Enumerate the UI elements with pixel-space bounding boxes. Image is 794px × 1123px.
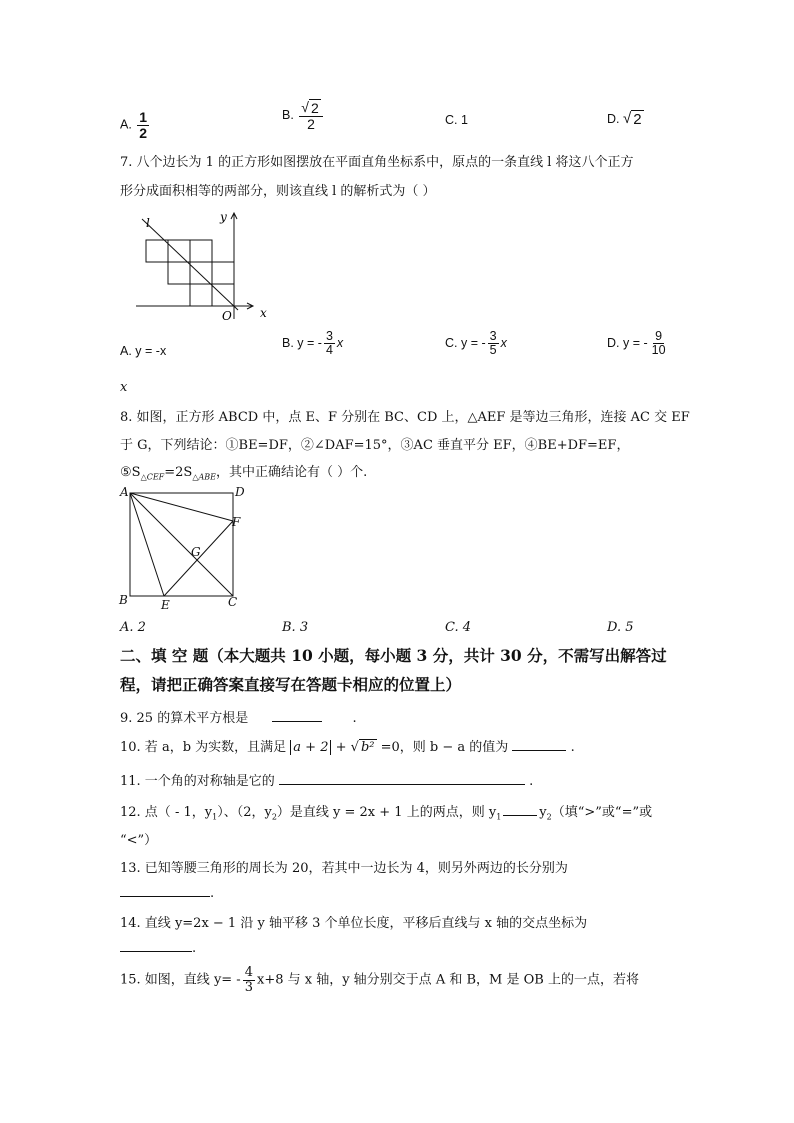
- q8-option-d: D. 5: [607, 620, 634, 635]
- label-e: E: [161, 598, 170, 612]
- section-heading-line1: 二、填 空 题（本大题共 10 小题，每小题 3 分，共计 30 分，不需写出解答过: [120, 646, 667, 665]
- q7-c-pre: C. y = -: [445, 335, 486, 350]
- section-heading-line2: 程，请把正确答案直接写在答题卡相应的位置上）: [120, 675, 462, 694]
- q10-answer-blank[interactable]: [512, 738, 566, 751]
- q8-line3-c: ，其中正确结论有（ ）个.: [215, 465, 368, 480]
- q11-answer-blank[interactable]: [279, 772, 525, 785]
- label-x: x: [260, 306, 267, 320]
- fraction: [299, 100, 322, 131]
- denominator: 10: [651, 343, 666, 358]
- q14-answer-blank[interactable]: [120, 939, 192, 952]
- q6-option-b: [282, 100, 325, 131]
- q7-b-post: x: [336, 335, 344, 350]
- numerator: 1: [139, 109, 148, 125]
- q7-trailing-x: x: [120, 380, 128, 395]
- numerator: √ 2: [299, 100, 322, 117]
- label-f: F: [232, 515, 241, 529]
- denominator: 5: [489, 343, 497, 358]
- numerator: 3: [489, 329, 497, 343]
- grid-square: [190, 262, 212, 284]
- numerator: 9: [655, 329, 663, 343]
- q12-line1: [120, 801, 652, 822]
- q7-text-line1: 7. 八个边长为 1 的正方形如图摆放在平面直角坐标系中，原点的一条直线 l 将这八个正方: [120, 155, 634, 170]
- q8-text-line1: 8. 如图，正方形 ABCD 中，点 E、F 分别在 BC、CD 上，△AEF 是等边三角形，连接 AC 交 EF: [120, 410, 690, 425]
- q12-mid2: ）是直线 y = 2x + 1 上的两点，则 y: [276, 805, 497, 820]
- q12-sub4: 2: [546, 812, 552, 822]
- grid-square: [212, 262, 234, 284]
- q8-option-b: B. 3: [282, 620, 309, 635]
- label-g: G: [191, 545, 201, 559]
- denominator: 3: [244, 979, 253, 995]
- q15-line: [120, 966, 639, 994]
- fraction: [488, 330, 499, 357]
- q6-d-label: D.: [607, 112, 620, 126]
- label-c: C: [228, 595, 238, 609]
- label-d: D: [235, 485, 245, 499]
- q10-abs-value: a + 2: [290, 740, 331, 755]
- q8-option-a: A. 2: [120, 620, 146, 635]
- q7-option-a: A. y = -x: [120, 344, 167, 358]
- label-l: l: [146, 216, 150, 230]
- q7-option-c: [445, 330, 507, 357]
- q7-d-pre: D. y = -: [607, 335, 648, 350]
- fraction: [137, 110, 149, 140]
- q6-a-label: A.: [120, 117, 132, 132]
- denominator: 4: [325, 343, 333, 358]
- q13-answer-blank[interactable]: [120, 884, 210, 897]
- q10-post: .: [570, 740, 575, 755]
- q15-pre: 15. 如图，直线 y= -: [120, 972, 241, 988]
- grid-square: [190, 284, 212, 306]
- q6-option-d: D. √ 2: [607, 110, 642, 128]
- q13-line1: 13. 已知等腰三角形的周长为 20，若其中一边长为 4，则另外两边的长分别为: [120, 861, 568, 876]
- q7-c-post: x: [500, 335, 507, 350]
- q14-post: .: [192, 941, 197, 956]
- label-b: B: [119, 593, 128, 607]
- q8-sub-cef: △CEF: [140, 472, 165, 482]
- numerator: 4: [244, 965, 253, 980]
- q12-line2: “<”）: [120, 833, 158, 848]
- segment-af: [130, 493, 233, 521]
- label-y: y: [220, 210, 227, 224]
- q12-mid3: y: [539, 805, 547, 820]
- q9-pre: 9. 25 的算术平方根是: [120, 711, 249, 726]
- grid-square: [168, 240, 190, 262]
- fraction: [243, 966, 255, 994]
- q9-answer-blank[interactable]: [272, 709, 322, 722]
- q11-post: .: [529, 774, 534, 789]
- denominator: 2: [139, 124, 148, 141]
- q11-line: [120, 770, 533, 789]
- q10-mid: =0，则 b − a 的值为: [380, 740, 509, 755]
- q6-option-c: C. 1: [445, 113, 468, 127]
- label-a: A: [120, 485, 129, 499]
- q12-post: （填“>”或“=”或: [551, 805, 653, 820]
- fraction: [324, 330, 335, 357]
- q7-text-line2: 形分成面积相等的两部分，则该直线 l 的解析式为（ ）: [120, 184, 436, 199]
- fraction: [650, 330, 668, 357]
- segment-ac: [130, 493, 233, 596]
- q10-line: 10. 若 a，b 为实数，且满足 a + 2 + √ b² =0，则 b − a 的值为 .: [120, 740, 575, 755]
- q12-answer-blank[interactable]: [503, 803, 537, 816]
- radicand: 2: [310, 99, 319, 116]
- label-o: O: [222, 309, 232, 323]
- q14-line2: [120, 939, 196, 956]
- q7-grid-figure: [128, 207, 278, 327]
- q6-option-a: [120, 110, 151, 140]
- q12-sub1: 1: [212, 812, 218, 822]
- q7-b-pre: B. y = -: [282, 335, 322, 350]
- q8-text-line2: 于 G，下列结论：①BE=DF，②∠DAF=15°，③AC 垂直平分 EF，④BE+DF=EF，: [120, 438, 630, 453]
- q7-option-d: [607, 330, 670, 357]
- radicand: 2: [633, 110, 642, 128]
- q12-sub3: 1: [496, 812, 502, 822]
- grid-square: [168, 262, 190, 284]
- q14-line1: 14. 直线 y=2x − 1 沿 y 轴平移 3 个单位长度，平移后直线与 x 轴的交点坐标为: [120, 916, 588, 931]
- q6-b-label: B.: [282, 107, 294, 122]
- denominator: 2: [307, 115, 315, 132]
- q15-post: x+8 与 x 轴，y 轴分别交于点 A 和 B，M 是 OB 上的一点，若将: [256, 972, 639, 988]
- q8-text-line3: [120, 461, 367, 482]
- grid-square: [190, 240, 212, 262]
- q7-option-b: [282, 330, 343, 357]
- q8-line3-b: =2S: [164, 465, 193, 480]
- q8-line3-a: ⑤S: [120, 465, 141, 480]
- q10-pre: 10. 若 a，b 为实数，且满足: [120, 740, 287, 755]
- q8-sub-abe: △ABE: [192, 472, 216, 482]
- q10-radicand: b²: [360, 740, 375, 755]
- segment-ae: [130, 493, 164, 596]
- q10-plus: +: [335, 740, 351, 755]
- numerator: 3: [325, 329, 333, 343]
- grid-square: [146, 240, 168, 262]
- q13-line2: [120, 884, 214, 901]
- q11-pre: 11. 一个角的对称轴是它的: [120, 774, 275, 789]
- q9-line: [120, 707, 357, 726]
- q13-post: .: [210, 886, 215, 901]
- q12-sub2: 2: [271, 812, 277, 822]
- q12-pre: 12. 点（ - 1，y: [120, 805, 213, 820]
- q12-mid: ）、（2，y: [217, 805, 272, 820]
- q8-option-c: C. 4: [445, 620, 472, 635]
- q8-square-figure: [116, 484, 256, 614]
- q9-post: .: [352, 711, 357, 726]
